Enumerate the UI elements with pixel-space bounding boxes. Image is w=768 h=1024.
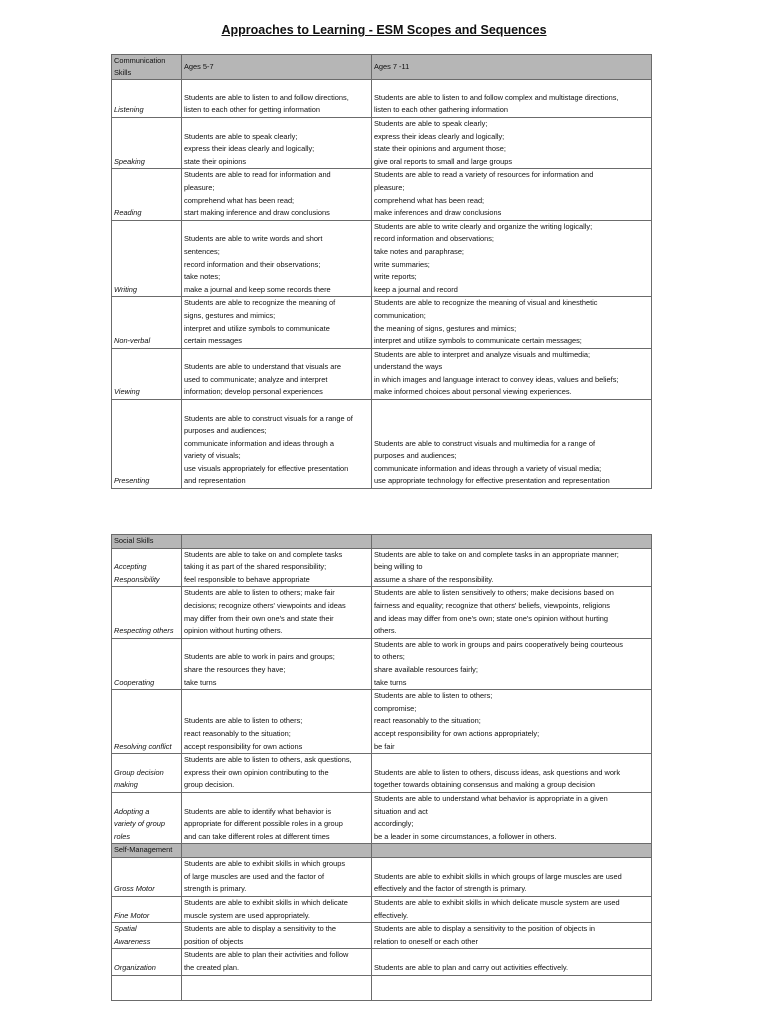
row-label-line: Reading bbox=[114, 208, 142, 218]
cell-text-line: Students are able to listen to and follow directions, bbox=[184, 92, 349, 102]
cell-text-line: Students are able to take on and complete tasks bbox=[184, 549, 343, 559]
row-label bbox=[112, 638, 182, 689]
cell-text-line: Students are able to read for information and bbox=[184, 170, 331, 180]
cell-text-line: appropriate for different possible roles in a group bbox=[184, 819, 343, 829]
cell-text-line: Students are able to construct visuals for a range of bbox=[184, 413, 353, 423]
row-label bbox=[112, 400, 182, 489]
cell-text-line: take turns bbox=[374, 677, 407, 687]
cell-text-line: taking it as part of the shared responsibility; bbox=[184, 562, 327, 572]
cell-text-line: record information and observations; bbox=[374, 234, 494, 244]
row-label-line: Speaking bbox=[114, 156, 145, 166]
row-label-line: Non-verbal bbox=[114, 336, 151, 346]
table-row bbox=[112, 118, 652, 169]
social.rows.2.a-cell bbox=[182, 638, 372, 689]
cell-text-line: make a journal and keep some records there bbox=[184, 284, 331, 294]
row-label-line: Presenting bbox=[114, 476, 150, 486]
row-label-line: variety of group bbox=[114, 819, 165, 829]
cell-text-line: position of objects bbox=[184, 936, 244, 946]
cell-text-line: being willing to bbox=[374, 562, 423, 572]
cell-text-line: share available resources fairly; bbox=[374, 664, 478, 674]
cell-text-line: communicate information and ideas through a bbox=[184, 438, 334, 448]
cell-text-line: of large muscles are used and the factor of bbox=[184, 871, 325, 881]
cell-text-line: Students are able to identify what behavior is bbox=[184, 806, 332, 816]
cell-text-line: state their opinions and argument those; bbox=[374, 144, 506, 154]
cell-text-line: take notes; bbox=[184, 272, 221, 282]
self_management.rows.0.b-cell bbox=[372, 858, 652, 897]
table-row bbox=[112, 923, 652, 949]
row-label bbox=[112, 923, 182, 949]
row-label bbox=[112, 754, 182, 793]
cell-text-line: be a leader in some circumstances, a follower in others. bbox=[374, 831, 557, 841]
cell-text-line: Students are able to interpret and analyze visuals and multimedia; bbox=[374, 349, 591, 359]
table-row bbox=[112, 348, 652, 399]
cell-text-line: variety of visuals; bbox=[184, 451, 241, 461]
cell-text-line: use visuals appropriately for effective presentation bbox=[184, 463, 349, 473]
row-label bbox=[112, 690, 182, 754]
section-social-skills: Social Skills bbox=[112, 535, 182, 549]
empty-row bbox=[112, 975, 652, 1000]
cell-text-line: Students are able to speak clearly; bbox=[184, 131, 298, 141]
table-header-row bbox=[112, 55, 652, 80]
cell-text-line: compromise; bbox=[374, 703, 417, 713]
cell-text-line: decisions; recognize others' viewpoints and ideas bbox=[184, 600, 346, 610]
row-label bbox=[112, 297, 182, 348]
cell-text-line: communicate information and ideas through a variety of visual media; bbox=[374, 463, 602, 473]
cell-text-line: interpret and utilize symbols to communicate bbox=[184, 323, 330, 333]
cell-text-line: Students are able to take on and complete tasks in an appropriate manner; bbox=[374, 549, 619, 559]
self_management.rows.2.b-cell bbox=[372, 923, 652, 949]
row-label-line: Cooperating bbox=[114, 677, 155, 687]
table-row bbox=[112, 587, 652, 638]
cell-text-line: Students are able to recognize the meaning of visual and kinesthetic bbox=[374, 298, 598, 308]
row-label bbox=[112, 587, 182, 638]
table-row bbox=[112, 690, 652, 754]
cell-text-line: purposes and audiences; bbox=[184, 426, 267, 436]
cell-text-line: Students are able to listen to others; bbox=[184, 716, 303, 726]
cell-text-line: Students are able to understand what behavior is appropriate in a given bbox=[374, 793, 608, 803]
cell-text-line: take turns bbox=[184, 677, 217, 687]
cell-text-line: and can take different roles at different times bbox=[184, 831, 330, 841]
social.rows.2.b-cell bbox=[372, 638, 652, 689]
table-row bbox=[112, 297, 652, 348]
table-row bbox=[112, 80, 652, 118]
social.rows.3.a-cell bbox=[182, 690, 372, 754]
row-label-line: Organization bbox=[114, 963, 156, 973]
cell-text-line: listen to each other for getting information bbox=[184, 105, 320, 115]
communication-skills-table bbox=[111, 54, 652, 489]
cell-text-line: and representation bbox=[184, 476, 246, 486]
cell-text-line: write summaries; bbox=[374, 259, 430, 269]
cell-text-line: Students are able to work in pairs and groups; bbox=[184, 652, 335, 662]
communication.rows.0.a-cell bbox=[182, 80, 372, 118]
cell-text-line: effectively and the factor of strength is primary. bbox=[374, 884, 527, 894]
row-label-line: Resolving conflict bbox=[114, 741, 172, 751]
cell-text-line: Students are able to exhibit skills in which delicate muscle system are used bbox=[374, 898, 620, 908]
table-row bbox=[112, 897, 652, 923]
social.rows.5.b-cell bbox=[372, 792, 652, 843]
cell-text-line: Students are able to exhibit skills in which delicate bbox=[184, 898, 348, 908]
cell-text-line: make informed choices about personal viewing experiences. bbox=[374, 387, 572, 397]
cell-text-line: express their ideas clearly and logically; bbox=[374, 131, 505, 141]
table-row bbox=[112, 400, 652, 489]
cell-text-line: assume a share of the responsibility. bbox=[374, 574, 494, 584]
row-label bbox=[112, 169, 182, 220]
cell-text-line: share the resources they have; bbox=[184, 664, 286, 674]
table-row bbox=[112, 858, 652, 897]
cell-text-line: effectively. bbox=[374, 910, 409, 920]
cell-text-line: state their opinions bbox=[184, 156, 247, 166]
communication.rows.3.a-cell bbox=[182, 220, 372, 297]
social.rows.1.b-cell bbox=[372, 587, 652, 638]
cell-text-line: express their ideas clearly and logically; bbox=[184, 144, 315, 154]
table-row bbox=[112, 792, 652, 843]
table-row bbox=[112, 754, 652, 793]
row-label-line: roles bbox=[114, 831, 131, 841]
cell-text-line: start making inference and draw conclusions bbox=[184, 208, 330, 218]
social.rows.0.a-cell bbox=[182, 548, 372, 587]
cell-text-line: Students are able to recognize the meaning of bbox=[184, 298, 336, 308]
cell-text-line: Students are able to display a sensitivity to the position of objects in bbox=[374, 924, 596, 934]
communication.rows.5.a-cell bbox=[182, 348, 372, 399]
row-label bbox=[112, 80, 182, 118]
cell-text-line: information; develop personal experiences bbox=[184, 387, 323, 397]
cell-text-line: Students are able to listen to others, ask questions, bbox=[184, 755, 352, 765]
cell-text-line: Students are able to construct visuals and multimedia for a range of bbox=[374, 438, 596, 448]
social.rows.4.b-cell bbox=[372, 754, 652, 793]
communication.rows.6.b-cell bbox=[372, 400, 652, 489]
cell-text-line: listen to each other gathering information bbox=[374, 105, 508, 115]
cell-text-line: Students are able to write words and short bbox=[184, 234, 323, 244]
cell-text-line: make inferences and draw conclusions bbox=[374, 208, 502, 218]
cell-text-line: fairness and equality; recognize that others' beliefs, viewpoints, religions bbox=[374, 600, 610, 610]
row-label bbox=[112, 949, 182, 975]
cell-text-line: Students are able to write clearly and organize the writing logically; bbox=[374, 221, 593, 231]
cell-text-line: accordingly; bbox=[374, 819, 414, 829]
cell-text-line: together towards obtaining consensus and making a group decision bbox=[374, 780, 596, 790]
cell-text-line: take notes and paraphrase; bbox=[374, 246, 464, 256]
row-label bbox=[112, 897, 182, 923]
row-label-line: Awareness bbox=[114, 936, 151, 946]
social.rows.4.a-cell bbox=[182, 754, 372, 793]
cell-text-line: react reasonably to the situation; bbox=[184, 728, 291, 738]
cell-text-line: give oral reports to small and large groups bbox=[374, 156, 513, 166]
row-label-line: Respecting others bbox=[114, 626, 174, 636]
cell-text-line: write reports; bbox=[374, 272, 417, 282]
header-communication-skills: Communication Skills bbox=[112, 55, 182, 80]
row-label-line: making bbox=[114, 780, 138, 790]
row-label-line: Fine Motor bbox=[114, 910, 150, 920]
self_management.rows.2.a-cell bbox=[182, 923, 372, 949]
cell-text-line: keep a journal and record bbox=[374, 284, 458, 294]
communication.rows.0.b-cell bbox=[372, 80, 652, 118]
header-ages-7-11: Ages 7 -11 bbox=[372, 55, 652, 80]
table-row bbox=[112, 949, 652, 975]
communication.rows.3.b-cell bbox=[372, 220, 652, 297]
cell-text-line: Students are able to understand that visuals are bbox=[184, 362, 341, 372]
cell-text-line: opinion without hurting others. bbox=[184, 626, 283, 636]
cell-text-line: the meaning of signs, gestures and mimics; bbox=[374, 323, 517, 333]
communication.rows.1.a-cell bbox=[182, 118, 372, 169]
cell-text-line: Students are able to listen to and follow complex and multistage directions, bbox=[374, 92, 619, 102]
row-label bbox=[112, 858, 182, 897]
cell-text-line: sentences; bbox=[184, 246, 220, 256]
cell-text-line: in which images and language interact to convey ideas, values and beliefs; bbox=[374, 374, 619, 384]
cell-text-line: used to communicate; analyze and interpret bbox=[184, 374, 328, 384]
header-ages-5-7: Ages 5-7 bbox=[182, 55, 372, 80]
cell-text-line: to others; bbox=[374, 652, 405, 662]
section-self-management: Self-Management bbox=[112, 844, 182, 858]
cell-text-line: signs, gestures and mimics; bbox=[184, 310, 276, 320]
cell-text-line: Students are able to work in groups and pairs cooperatively being courteous bbox=[374, 639, 623, 649]
row-label bbox=[112, 220, 182, 297]
table-row bbox=[112, 220, 652, 297]
cell-text-line: relation to oneself or each other bbox=[374, 936, 478, 946]
self_management.rows.3.a-cell bbox=[182, 949, 372, 975]
self_management.rows.1.b-cell bbox=[372, 897, 652, 923]
cell-text-line: purposes and audiences; bbox=[374, 451, 457, 461]
row-label-line: Listening bbox=[114, 105, 144, 115]
communication.rows.1.b-cell bbox=[372, 118, 652, 169]
row-label-line: Group decision bbox=[114, 767, 164, 777]
cell-text-line: Students are able to exhibit skills in which groups of large muscles are used bbox=[374, 871, 622, 881]
social-self-management-table bbox=[111, 534, 652, 1001]
communication.rows.2.a-cell bbox=[182, 169, 372, 220]
cell-text-line: accept responsibility for own actions bbox=[184, 741, 303, 751]
cell-text-line: use appropriate technology for effective presentation and representation bbox=[374, 476, 610, 486]
cell-text-line: group decision. bbox=[184, 780, 235, 790]
self_management.rows.1.a-cell bbox=[182, 897, 372, 923]
row-label bbox=[112, 118, 182, 169]
row-label-line: Writing bbox=[114, 284, 137, 294]
cell-text-line: muscle system are used appropriately. bbox=[184, 910, 310, 920]
cell-text-line: Students are able to speak clearly; bbox=[374, 119, 488, 128]
row-label bbox=[112, 792, 182, 843]
cell-text-line: feel responsible to behave appropriate bbox=[184, 574, 310, 584]
cell-text-line: Students are able to read a variety of resources for information and bbox=[374, 170, 594, 180]
row-label-line: Accepting bbox=[114, 562, 147, 572]
row-label bbox=[112, 348, 182, 399]
table-row bbox=[112, 548, 652, 587]
social.rows.5.a-cell bbox=[182, 792, 372, 843]
cell-text-line: understand the ways bbox=[374, 362, 443, 372]
cell-text-line: Students are able to listen to others; make fair bbox=[184, 588, 335, 598]
communication.rows.4.b-cell bbox=[372, 297, 652, 348]
cell-text-line: situation and act bbox=[374, 806, 428, 816]
page-title: Approaches to Learning - ESM Scopes and Sequences bbox=[221, 23, 547, 37]
cell-text-line: react reasonably to the situation; bbox=[374, 716, 481, 726]
section-header-row bbox=[112, 535, 652, 549]
cell-text-line: comprehend what has been read; bbox=[184, 195, 295, 205]
cell-text-line: pleasure; bbox=[374, 182, 405, 192]
cell-text-line: express their own opinion contributing to the bbox=[184, 767, 329, 777]
cell-text-line: strength is primary. bbox=[184, 884, 247, 894]
row-label-line: Viewing bbox=[114, 387, 140, 397]
cell-text-line: others. bbox=[374, 626, 397, 636]
row-label bbox=[112, 548, 182, 587]
cell-text-line: Students are able to plan their activities and follow bbox=[184, 950, 349, 960]
cell-text-line: Students are able to exhibit skills in which groups bbox=[184, 859, 346, 869]
cell-text-line: accept responsibility for own actions appropriately; bbox=[374, 728, 540, 738]
section-header-row bbox=[112, 844, 652, 858]
communication.rows.5.b-cell bbox=[372, 348, 652, 399]
communication.rows.4.a-cell bbox=[182, 297, 372, 348]
cell-text-line: communication; bbox=[374, 310, 426, 320]
cell-text-line: interpret and utilize symbols to communicate certain messages; bbox=[374, 336, 582, 346]
cell-text-line: and ideas may differ from one's own; state one's opinion without hurting bbox=[374, 613, 608, 623]
row-label-line: Adopting a bbox=[114, 806, 150, 816]
table-row bbox=[112, 638, 652, 689]
cell-text-line: Students are able to display a sensitivity to the bbox=[184, 924, 337, 934]
row-label-line: Gross Motor bbox=[114, 884, 155, 894]
cell-text-line: comprehend what has been read; bbox=[374, 195, 485, 205]
cell-text-line: Students are able to listen to others, discuss ideas, ask questions and work bbox=[374, 767, 621, 777]
row-label-line: Spatial bbox=[114, 924, 137, 934]
cell-text-line: may differ from their own one's and state their bbox=[184, 613, 334, 623]
cell-text-line: the created plan. bbox=[184, 963, 240, 973]
cell-text-line: record information and their observations; bbox=[184, 259, 321, 269]
social.rows.3.b-cell bbox=[372, 690, 652, 754]
communication.rows.2.b-cell bbox=[372, 169, 652, 220]
social.rows.0.b-cell bbox=[372, 548, 652, 587]
cell-text-line: be fair bbox=[374, 741, 395, 751]
cell-text-line: certain messages bbox=[184, 336, 242, 346]
row-label-line: Responsibility bbox=[114, 574, 160, 584]
cell-text-line: Students are able to plan and carry out activities effectively. bbox=[374, 963, 569, 973]
self_management.rows.0.a-cell bbox=[182, 858, 372, 897]
social.rows.1.a-cell bbox=[182, 587, 372, 638]
table-row bbox=[112, 169, 652, 220]
cell-text-line: pleasure; bbox=[184, 182, 215, 192]
self_management.rows.3.b-cell bbox=[372, 949, 652, 975]
communication.rows.6.a-cell bbox=[182, 400, 372, 489]
cell-text-line: Students are able to listen sensitively to others; make decisions based on bbox=[374, 588, 614, 598]
cell-text-line: Students are able to listen to others; bbox=[374, 691, 493, 701]
